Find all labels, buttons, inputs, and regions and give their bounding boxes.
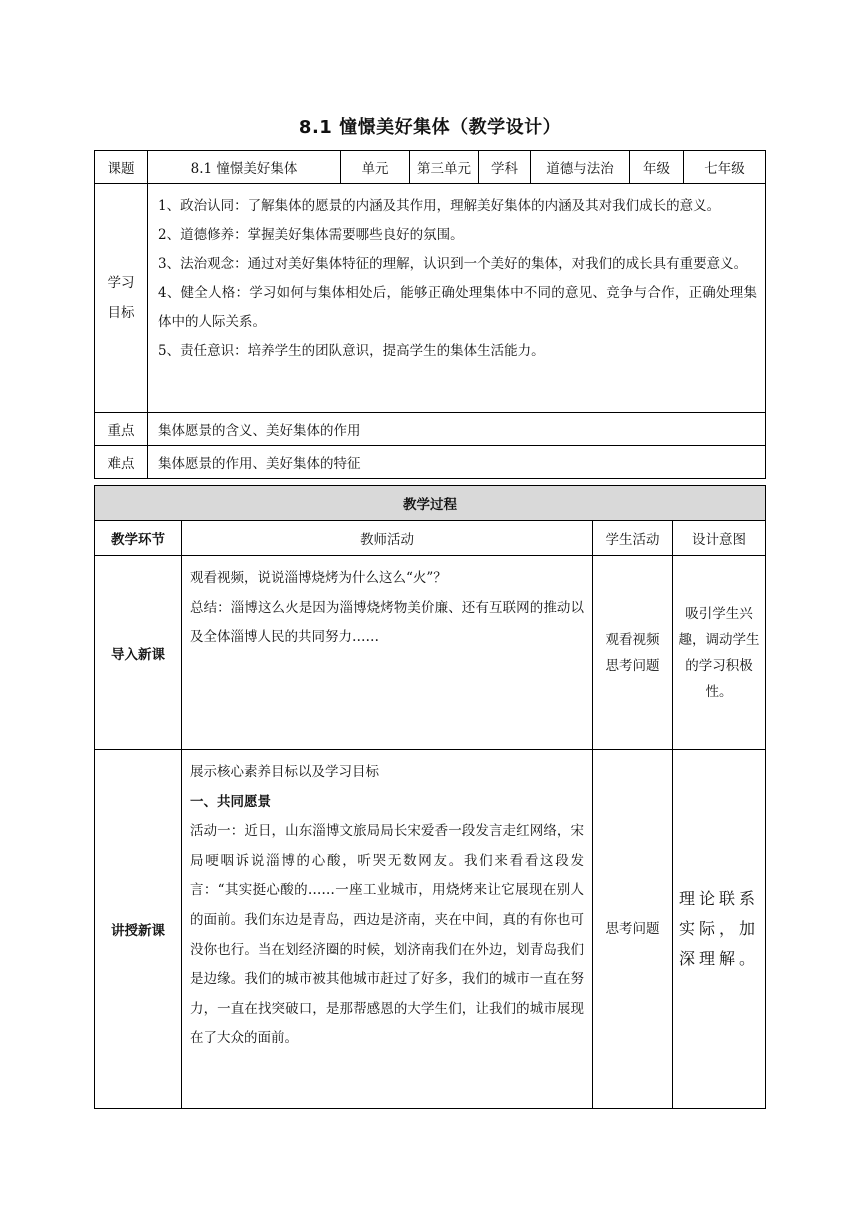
unit-value: 第三单元 bbox=[410, 151, 479, 184]
stage-teach: 讲授新课 bbox=[95, 750, 182, 1109]
process-band-row bbox=[95, 486, 766, 521]
goal-item: 4、健全人格：学习如何与集体相处后，能够正确处理集体中不同的意见、竞争与合作，正确处理集体中的人际关系。 bbox=[158, 285, 757, 330]
key-point-label: 重点 bbox=[95, 413, 148, 446]
section-heading: 一、共同愿景 bbox=[190, 793, 271, 810]
header-intent: 设计意图 bbox=[673, 521, 766, 556]
goals-row bbox=[95, 184, 766, 413]
goal-item: 3、法治观念：通过对美好集体特征的理解，认识到一个美好的集体，对我们的成长具有重要意义。 bbox=[158, 256, 748, 272]
unit-label: 单元 bbox=[341, 151, 410, 184]
difficulty-label: 难点 bbox=[95, 446, 148, 479]
goals-label: 学习 目标 bbox=[95, 184, 148, 413]
student-activity-intro: 观看视频 思考问题 bbox=[593, 556, 673, 750]
goals-content bbox=[148, 184, 766, 413]
key-point-value: 集体愿景的含义、美好集体的作用 bbox=[148, 413, 766, 446]
design-intent-intro: 吸引学生兴趣，调动学生的学习积极性。 bbox=[673, 556, 766, 750]
info-row bbox=[95, 151, 766, 184]
header-stage: 教学环节 bbox=[95, 521, 182, 556]
header-student: 学生活动 bbox=[593, 521, 673, 556]
subject-label: 学科 bbox=[479, 151, 531, 184]
teacher-activity-intro: 观看视频，说说淄博烧烤为什么这么“火”？ 总结：淄博这么火是因为淄博烧烤物美价廉、还有互联网的推动以及全体淄博人民的共同努力…… bbox=[182, 556, 593, 750]
goal-item: 1、政治认同：了解集体的愿景的内涵及其作用，理解美好集体的内涵及其对我们成长的意义。 bbox=[158, 198, 721, 214]
page-title: 8.1 憧憬美好集体（教学设计） bbox=[298, 117, 562, 138]
design-intent-teach: 理论联系实际，加深理解。 bbox=[673, 750, 766, 1109]
topic-label: 课题 bbox=[95, 151, 148, 184]
difficulty-row bbox=[95, 446, 766, 479]
difficulty-value: 集体愿景的作用、美好集体的特征 bbox=[148, 446, 766, 479]
goal-item: 2、道德修养：掌握美好集体需要哪些良好的氛围。 bbox=[158, 227, 464, 243]
grade-label: 年级 bbox=[630, 151, 684, 184]
header-teacher: 教师活动 bbox=[182, 521, 593, 556]
process-header-row bbox=[95, 521, 766, 556]
process-band: 教学过程 bbox=[95, 486, 766, 521]
goal-item: 5、责任意识：培养学生的团队意识，提高学生的集体生活能力。 bbox=[158, 343, 545, 359]
teacher-activity-teach: 展示核心素养目标以及学习目标 一、共同愿景 活动一：近日，山东淄博文旅局局长宋爱香一段发言走红网络，宋局哽咽诉说淄博的心酸，听哭无数网友。我们来看看这段发言：“其实挺心酸的……一座工业城市，用烧烤来让它展现在别人的面前。我们东边是青岛，西边是济南，夹在中间，真的有你也可没你也行。当在划经济圈的时候，划济南我们在外边，划青岛我们是边缘。我们的城市被其他城市赶过了好多，我们的城市一直在努力，一直在找突破口，是那帮感恩的大学生们，让我们的城市展现在了大众的面前。 bbox=[182, 750, 593, 1109]
topic-value: 8.1 憧憬美好集体 bbox=[148, 151, 341, 184]
grade-value: 七年级 bbox=[684, 151, 766, 184]
process-row-intro bbox=[95, 556, 766, 750]
stage-intro: 导入新课 bbox=[95, 556, 182, 750]
student-activity-teach: 思考问题 bbox=[593, 750, 673, 1109]
subject-value: 道德与法治 bbox=[531, 151, 630, 184]
process-table bbox=[94, 485, 766, 1109]
info-table bbox=[94, 150, 766, 479]
key-point-row bbox=[95, 413, 766, 446]
process-row-teach bbox=[95, 750, 766, 1109]
